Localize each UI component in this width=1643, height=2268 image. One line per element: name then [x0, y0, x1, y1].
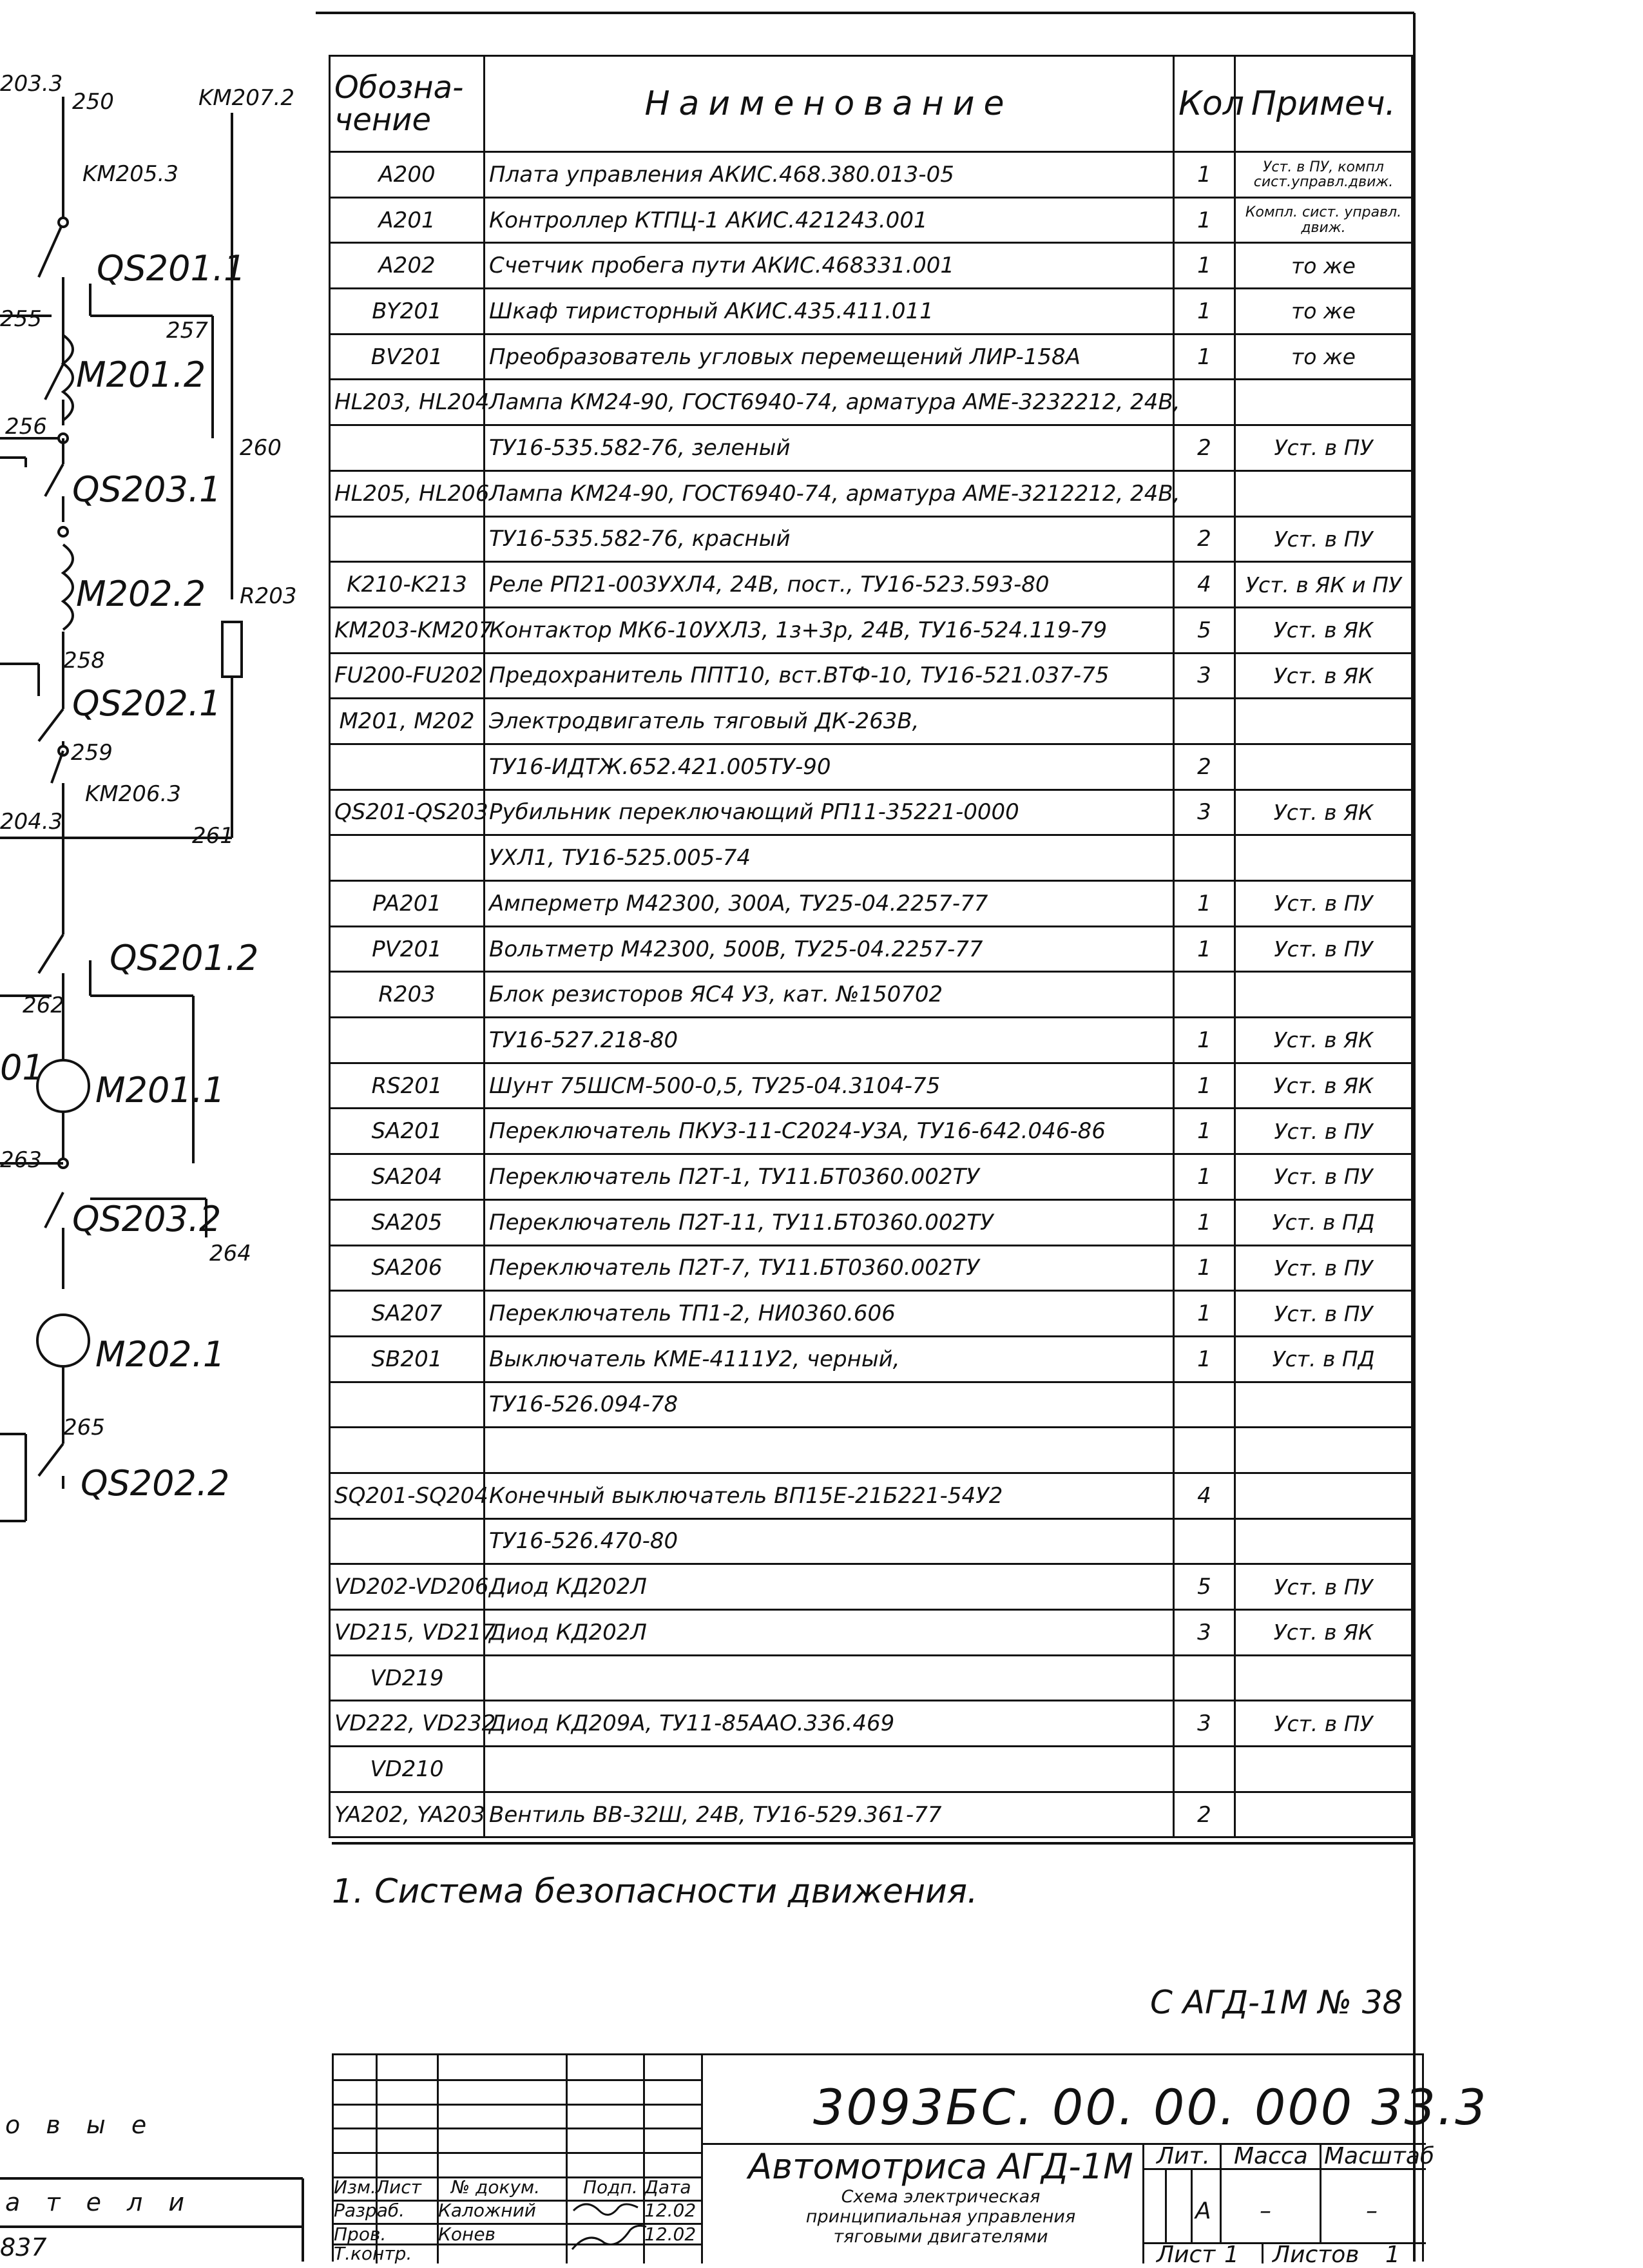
cell-designation: VD219: [330, 1655, 485, 1701]
node-260: 260: [240, 435, 282, 461]
lit-value: А: [1195, 2198, 1211, 2224]
cell-qty: 3: [1174, 1701, 1235, 1747]
table-row: [330, 1747, 1412, 1792]
cell-designation: KM203-KM207: [330, 607, 485, 653]
cell-designation: RS201: [330, 1063, 485, 1109]
table-row: [330, 699, 1412, 744]
cell-designation: BY201: [330, 289, 485, 334]
cell-qty: [1174, 1518, 1235, 1564]
cell-qty: [1174, 470, 1235, 516]
cell-name: Переключатель П2Т-1, ТУ11.БТ0360.002ТУ: [485, 1154, 1174, 1200]
cell-designation: VD222, VD232: [330, 1701, 485, 1747]
cell-qty: 1: [1174, 289, 1235, 334]
cell-qty: [1174, 835, 1235, 881]
serial-number: С АГД-1М № 38: [1150, 1984, 1403, 2021]
cell-qty: 2: [1174, 516, 1235, 562]
cell-name: Лампа КМ24-90, ГОСТ6940-74, арматура АМЕ-3232212, 24В,: [485, 380, 1174, 425]
cell-note: [1235, 1655, 1412, 1701]
node-250: 250: [72, 89, 114, 115]
motor-m202-1: M202.1: [95, 1334, 226, 1375]
cell-name: Вольтметр М42300, 500В, ТУ25-04.2257-77: [485, 926, 1174, 972]
cell-qty: 1: [1174, 1154, 1235, 1200]
cell-qty: 1: [1174, 1018, 1235, 1063]
cell-note: [1235, 1518, 1412, 1564]
table-row: [330, 972, 1412, 1018]
cell-qty: 1: [1174, 1336, 1235, 1382]
cell-qty: [1174, 1655, 1235, 1701]
cell-name: Амперметр М42300, 300А, ТУ25-04.2257-77: [485, 881, 1174, 927]
node-265: 265: [63, 1415, 105, 1440]
cell-note: Уст. в ЯК: [1235, 1063, 1412, 1109]
cell-name: Вентиль ВВ-32Ш, 24В, ТУ16-529.361-77: [485, 1792, 1174, 1837]
contact-km206-3: KM206.3: [85, 781, 181, 807]
cell-designation: SB201: [330, 1336, 485, 1382]
table-row: [330, 197, 1412, 243]
cell-name: Конечный выключатель ВП15Е-21Б221-54У2: [485, 1473, 1174, 1518]
table-row: [330, 1063, 1412, 1109]
cell-designation: [330, 744, 485, 790]
cell-designation: YA202, YA203: [330, 1792, 485, 1837]
cell-qty: 1: [1174, 152, 1235, 198]
node-261: 261: [192, 823, 234, 849]
cell-qty: 3: [1174, 653, 1235, 699]
cell-designation: SA207: [330, 1291, 485, 1337]
cell-name: ТУ16-527.218-80: [485, 1018, 1174, 1063]
table-row: [330, 1610, 1412, 1656]
cell-note: Уст. в ПУ, компл сист.управл.движ.: [1235, 152, 1412, 198]
table-body: [330, 152, 1412, 1837]
cell-name: Диод КД202Л: [485, 1564, 1174, 1610]
hdr-date: Дата: [644, 2176, 691, 2198]
cell-designation: SA204: [330, 1154, 485, 1200]
cell-designation: M201, M202: [330, 699, 485, 744]
cell-name: Переключатель П2Т-11, ТУ11.БТ0360.002ТУ: [485, 1199, 1174, 1245]
mass-label: Масса: [1234, 2143, 1308, 2169]
cell-note: Уст. в ПУ: [1235, 425, 1412, 471]
subtitle-line-3: тяговыми двигателями: [833, 2227, 1048, 2247]
cell-name: ТУ16-526.470-80: [485, 1518, 1174, 1564]
cell-note: [1235, 470, 1412, 516]
cell-designation: VD202-VD206: [330, 1564, 485, 1610]
cell-note: Уст. в ПУ: [1235, 926, 1412, 972]
cell-name: Плата управления АКИС.468.380.013-05: [485, 152, 1174, 198]
product-name: Автомотриса АГД-1М: [748, 2146, 1133, 2187]
cell-name: Лампа КМ24-90, ГОСТ6940-74, арматура АМЕ-3212212, 24В,: [485, 470, 1174, 516]
table-row: [330, 1564, 1412, 1610]
node-264: 264: [209, 1241, 251, 1266]
cell-note: [1235, 744, 1412, 790]
cell-note: [1235, 1473, 1412, 1518]
cell-name: Диод КД202Л: [485, 1610, 1174, 1656]
sheets-label: Листов: [1273, 2242, 1360, 2268]
cell-designation: SA201: [330, 1109, 485, 1154]
table-header-row: [330, 56, 1412, 152]
table-row: [330, 881, 1412, 927]
cell-qty: 1: [1174, 1109, 1235, 1154]
cell-name: Счетчик пробега пути АКИС.468331.001: [485, 243, 1174, 289]
cell-note: Уст. в ЯК и ПУ: [1235, 562, 1412, 608]
table-row: [330, 1291, 1412, 1337]
schematic-lines: [0, 0, 322, 2262]
cell-qty: 1: [1174, 1063, 1235, 1109]
table-row: [330, 516, 1412, 562]
specification-table: [329, 55, 1413, 1838]
cell-designation: A201: [330, 197, 485, 243]
cell-note: Уст. в ПУ: [1235, 1701, 1412, 1747]
cell-designation: VD215, VD217: [330, 1610, 485, 1656]
cell-designation: K210-K213: [330, 562, 485, 608]
cell-qty: 3: [1174, 1610, 1235, 1656]
margin-fragment-2: а т е л и: [5, 2188, 194, 2216]
cell-note: Уст. в ЯК: [1235, 1018, 1412, 1063]
cell-designation: VD210: [330, 1747, 485, 1792]
table-row: [330, 243, 1412, 289]
cell-note: Уст. в ЯК: [1235, 1610, 1412, 1656]
table-row: [330, 1655, 1412, 1701]
cell-note: то же: [1235, 243, 1412, 289]
cell-qty: 1: [1174, 1245, 1235, 1291]
table-row: [330, 1018, 1412, 1063]
cell-note: Уст. в ЯК: [1235, 790, 1412, 835]
table-row: [330, 1382, 1412, 1428]
table-row: [330, 1109, 1412, 1154]
switch-qs202-2: QS202.2: [81, 1463, 230, 1504]
cell-designation: R203: [330, 972, 485, 1018]
table-row: [330, 289, 1412, 334]
header-name: Наименование: [485, 56, 1174, 152]
cell-name: Преобразователь угловых перемещений ЛИР-158А: [485, 334, 1174, 380]
cell-note: [1235, 972, 1412, 1018]
table-row: [330, 1473, 1412, 1518]
table-row: [330, 1245, 1412, 1291]
motor-field-m202-2: M202.2: [76, 574, 206, 614]
cell-qty: 5: [1174, 1564, 1235, 1610]
cell-designation: [330, 835, 485, 881]
prov-role: Пров.: [334, 2224, 387, 2245]
cell-qty: [1174, 972, 1235, 1018]
cell-note: Уст. в ПУ: [1235, 881, 1412, 927]
prov-date: 12.02: [644, 2224, 697, 2245]
cell-name: Блок резисторов ЯС4 У3, кат. №150702: [485, 972, 1174, 1018]
subtitle-line-2: принципиальная управления: [805, 2207, 1076, 2227]
cell-name: [485, 1428, 1174, 1473]
cell-name: [485, 1747, 1174, 1792]
cell-name: Переключатель П2Т-7, ТУ11.БТ0360.002ТУ: [485, 1245, 1174, 1291]
table-row: [330, 1701, 1412, 1747]
node-01: 01: [0, 1047, 44, 1088]
switch-qs203-2: QS203.2: [72, 1199, 222, 1239]
cell-note: то же: [1235, 334, 1412, 380]
table-row: [330, 653, 1412, 699]
switch-qs201-2: QS201.2: [110, 938, 259, 978]
cell-designation: HL203, HL204: [330, 380, 485, 425]
table-row: [330, 790, 1412, 835]
table-row: [330, 380, 1412, 425]
hdr-list: Лист: [376, 2176, 421, 2198]
table-row: [330, 835, 1412, 881]
cell-qty: 3: [1174, 790, 1235, 835]
node-257: 257: [166, 318, 208, 344]
cell-name: ТУ16-526.094-78: [485, 1382, 1174, 1428]
cell-name: ТУ16-535.582-76, зеленый: [485, 425, 1174, 471]
table-row: [330, 334, 1412, 380]
razrab-name: Каложний: [438, 2200, 536, 2221]
node-259: 259: [71, 740, 113, 766]
cell-note: Уст. в ПУ: [1235, 1291, 1412, 1337]
node-263: 263: [0, 1147, 42, 1173]
cell-note: [1235, 1792, 1412, 1837]
cell-name: УХЛ1, ТУ16-525.005-74: [485, 835, 1174, 881]
cell-note: Уст. в ПД: [1235, 1199, 1412, 1245]
cell-name: ТУ16-ИДТЖ.652.421.005ТУ-90: [485, 744, 1174, 790]
cell-designation: [330, 1428, 485, 1473]
sheet-value: 1: [1224, 2242, 1239, 2268]
drawing-title: [747, 2146, 1134, 2247]
table-row: [330, 1792, 1412, 1837]
cell-note: [1235, 1428, 1412, 1473]
cell-note: Уст. в ПУ: [1235, 1154, 1412, 1200]
header-qty: Кол: [1174, 56, 1235, 152]
cell-designation: [330, 1518, 485, 1564]
cell-qty: [1174, 380, 1235, 425]
cell-qty: 1: [1174, 926, 1235, 972]
table-row: [330, 1428, 1412, 1473]
cell-qty: 2: [1174, 1792, 1235, 1837]
cell-name: Контроллер КТПЦ-1 АКИС.421243.001: [485, 197, 1174, 243]
node-258: 258: [63, 648, 105, 674]
cell-note: [1235, 699, 1412, 744]
cell-note: Уст. в ПУ: [1235, 1245, 1412, 1291]
cell-name: Предохранитель ППТ10, вст.ВТФ-10, ТУ16-521.037-75: [485, 653, 1174, 699]
switch-qs202-1: QS202.1: [72, 683, 222, 724]
cell-designation: [330, 425, 485, 471]
resistor-r203: R203: [240, 583, 297, 609]
cell-designation: PV201: [330, 926, 485, 972]
cell-note: [1235, 835, 1412, 881]
cell-name: Рубильник переключающий РП11-35221-0000: [485, 790, 1174, 835]
cell-note: Компл. сист. управл. движ.: [1235, 197, 1412, 243]
cell-qty: 2: [1174, 744, 1235, 790]
cell-note: Уст. в ПУ: [1235, 1109, 1412, 1154]
lit-label: Лит.: [1157, 2143, 1210, 2169]
motor-field-m201-2: M201.2: [76, 354, 206, 395]
header-note: Примеч.: [1235, 56, 1412, 152]
cell-qty: 2: [1174, 425, 1235, 471]
cell-name: ТУ16-535.582-76, красный: [485, 516, 1174, 562]
cell-qty: 1: [1174, 1199, 1235, 1245]
cell-name: Выключатель КМЕ-4111У2, черный,: [485, 1336, 1174, 1382]
table-row: [330, 562, 1412, 608]
cell-name: Переключатель ТП1-2, НИ0360.606: [485, 1291, 1174, 1337]
cell-designation: FU200-FU202: [330, 653, 485, 699]
cell-qty: 5: [1174, 607, 1235, 653]
cell-designation: SA206: [330, 1245, 485, 1291]
hdr-sign: Подп.: [583, 2176, 638, 2198]
cell-designation: [330, 516, 485, 562]
cell-designation: QS201-QS203: [330, 790, 485, 835]
cell-designation: A202: [330, 243, 485, 289]
cell-qty: 1: [1174, 243, 1235, 289]
cell-designation: SQ201-SQ204: [330, 1473, 485, 1518]
cell-note: Уст. в ПУ: [1235, 516, 1412, 562]
node-256: 256: [5, 414, 47, 440]
table-row: [330, 1518, 1412, 1564]
table-row: [330, 470, 1412, 516]
header-designation: Обозна- чение: [330, 56, 485, 152]
razrab-date: 12.02: [644, 2200, 697, 2221]
cell-qty: [1174, 1382, 1235, 1428]
node-262: 262: [23, 993, 64, 1018]
node-255: 255: [0, 306, 42, 332]
footnote: 1. Система безопасности движения.: [332, 1872, 978, 1911]
cell-note: Уст. в ПУ: [1235, 1564, 1412, 1610]
table-row: [330, 607, 1412, 653]
table-row: [330, 1199, 1412, 1245]
mass-value: –: [1260, 2198, 1271, 2224]
tkontr-role: Т.контр.: [334, 2243, 412, 2264]
cell-qty: 4: [1174, 562, 1235, 608]
circuit-schematic: [0, 0, 322, 2262]
cell-name: Контактор МК6-10УХЛ3, 1з+3р, 24В, ТУ16-524.119-79: [485, 607, 1174, 653]
switch-qs203-1: QS203.1: [72, 469, 222, 510]
cell-designation: [330, 1382, 485, 1428]
margin-fragment-3: 837: [0, 2233, 47, 2262]
signature-marks: [567, 2191, 651, 2262]
document-number: 3093БС. 00. 00. 000 33.3: [813, 2079, 1488, 2136]
cell-designation: HL205, HL206: [330, 470, 485, 516]
cell-qty: 4: [1174, 1473, 1235, 1518]
cell-name: [485, 1655, 1174, 1701]
contact-km207-2: KM207.2: [198, 85, 294, 111]
cell-designation: [330, 1018, 485, 1063]
cell-name: Электродвигатель тяговый ДК-263В,: [485, 699, 1174, 744]
hdr-izm: Изм.: [334, 2176, 376, 2198]
table-row: [330, 152, 1412, 198]
sheet-label: Лист: [1157, 2242, 1216, 2268]
scale-value: –: [1366, 2198, 1378, 2224]
table-row: [330, 1154, 1412, 1200]
cell-qty: 1: [1174, 881, 1235, 927]
cell-note: Уст. в ПД: [1235, 1336, 1412, 1382]
hdr-doc: № докум.: [451, 2176, 541, 2198]
cell-name: Переключатель ПКУ3-11-С2024-У3А, ТУ16-642.046-86: [485, 1109, 1174, 1154]
margin-fragment-1: о в ы е: [5, 2111, 156, 2139]
cell-qty: [1174, 1428, 1235, 1473]
cell-designation: SA205: [330, 1199, 485, 1245]
cell-note: Уст. в ЯК: [1235, 607, 1412, 653]
razrab-role: Разраб.: [334, 2200, 405, 2221]
subtitle-line-1: Схема электрическая: [841, 2187, 1041, 2207]
cell-qty: 1: [1174, 1291, 1235, 1337]
scale-label: Масштаб: [1324, 2143, 1435, 2169]
cell-designation: BV201: [330, 334, 485, 380]
table-row: [330, 744, 1412, 790]
sheets-value: 1: [1385, 2242, 1400, 2268]
cell-note: [1235, 1382, 1412, 1428]
cell-name: Шунт 75ШСМ-500-0,5, ТУ25-04.3104-75: [485, 1063, 1174, 1109]
node-203-3: 203.3: [0, 71, 63, 97]
cell-qty: [1174, 699, 1235, 744]
cell-designation: A200: [330, 152, 485, 198]
table-row: [330, 926, 1412, 972]
cell-name: Шкаф тиристорный АКИС.435.411.011: [485, 289, 1174, 334]
cell-name: Реле РП21-003УХЛ4, 24В, пост., ТУ16-523.593-80: [485, 562, 1174, 608]
cell-qty: 1: [1174, 334, 1235, 380]
table-row: [330, 425, 1412, 471]
cell-note: Уст. в ЯК: [1235, 653, 1412, 699]
cell-note: [1235, 380, 1412, 425]
cell-note: [1235, 1747, 1412, 1792]
cell-designation: PA201: [330, 881, 485, 927]
cell-note: то же: [1235, 289, 1412, 334]
switch-qs201-1: QS201.1: [97, 248, 246, 289]
cell-qty: 1: [1174, 197, 1235, 243]
cell-name: Диод КД209А, ТУ11-85ААО.336.469: [485, 1701, 1174, 1747]
contact-km205-3: KM205.3: [82, 161, 178, 187]
prov-name: Конев: [438, 2224, 496, 2245]
node-204-3: 204.3: [0, 809, 63, 835]
cell-qty: [1174, 1747, 1235, 1792]
motor-m201-1: M201.1: [95, 1070, 226, 1110]
table-row: [330, 1336, 1412, 1382]
